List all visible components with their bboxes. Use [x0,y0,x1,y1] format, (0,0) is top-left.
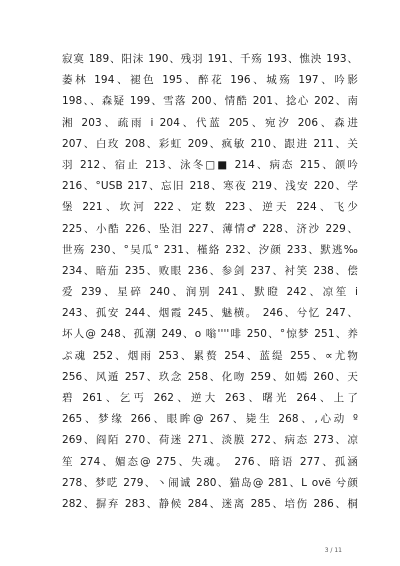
text-line: 寂寞 189、阳沫 190、残羽 191、千殇 193、憔泱 193、 [62,53,358,65]
text-line: 282、摒弃 283、静候 284、迷离 285、培伤 286、桐 [62,497,358,510]
text-line: 爱 239、星碎 240、润别 241、默瞪 242、凉笙 i [62,286,358,299]
text-line: 278、梦呓 279、丶闹诚 280、猫岛@ 281、L ovё 兮颜 [62,476,358,489]
text-line: 羽 212、宿止 213、泳冬□■ 214、病态 215、颌吟 [62,158,358,171]
text-line: 萎林 194、褪色 195、醉花 196、城殇 197、吟影 [62,74,358,87]
text-line: 湘 203、疏雨 i 204、代蓝 205、宛汐 206、森进 [62,116,358,129]
text-line: 坏人@ 248、孤潮 249、o 嗡''''啡 250、°惊梦 251、养 [62,328,358,341]
text-line: 世殇 230、°吴瓜° 231、槿絡 232、汐颜 233、默逃‰ [62,243,358,256]
text-line: 216、°USB 217、忘旧 218、寒夜 219、浅安 220、学 [62,180,358,193]
text-line: 234、暗茄 235、败眼 236、参剑 237、衬笑 238、偿 [62,264,358,277]
text-line: 269、阎陌 270、荷迷 271、淡膜 272、病态 273、凉 [62,434,358,447]
text-line: ぷ魂 252、烟雨 253、累赘 254、蓝缇 255、∝尤物 [62,349,358,362]
text-line: 堡 221、坎河 222、定数 223、逆天 224、飞少 [62,201,358,214]
text-line: 207、白玫 208、彩虹 209、疯敏 210、跟进 211、关 [62,137,358,150]
text-line: 225、小酷 226、坠泪 227、薄情♂ 228、济沙 229、 [62,222,358,235]
text-line: 碧 261、乞丐 262、逆大 263、曙光 264、上了 [62,392,358,404]
text-line: 256、风遁 257、玖念 258、化吻 259、如嫣 260、天 [62,370,358,383]
text-line: 265、梦缘 266、眼眸@ 267、毙生 268、,心动 º [62,413,358,426]
text-line: 笙 274、媚态@ 275、失魂。 276、暗语 277、孤涵 [62,455,358,468]
page-number: 3 / 11 [324,547,342,554]
text-line: 198、、森疑 199、雪落 200、情酷 201、捻心 202、南 [62,95,358,108]
text-line: 243、孤安 244、烟霞 245、魅横。 246、兮忆 247、 [62,307,358,320]
text-body [62,49,358,515]
